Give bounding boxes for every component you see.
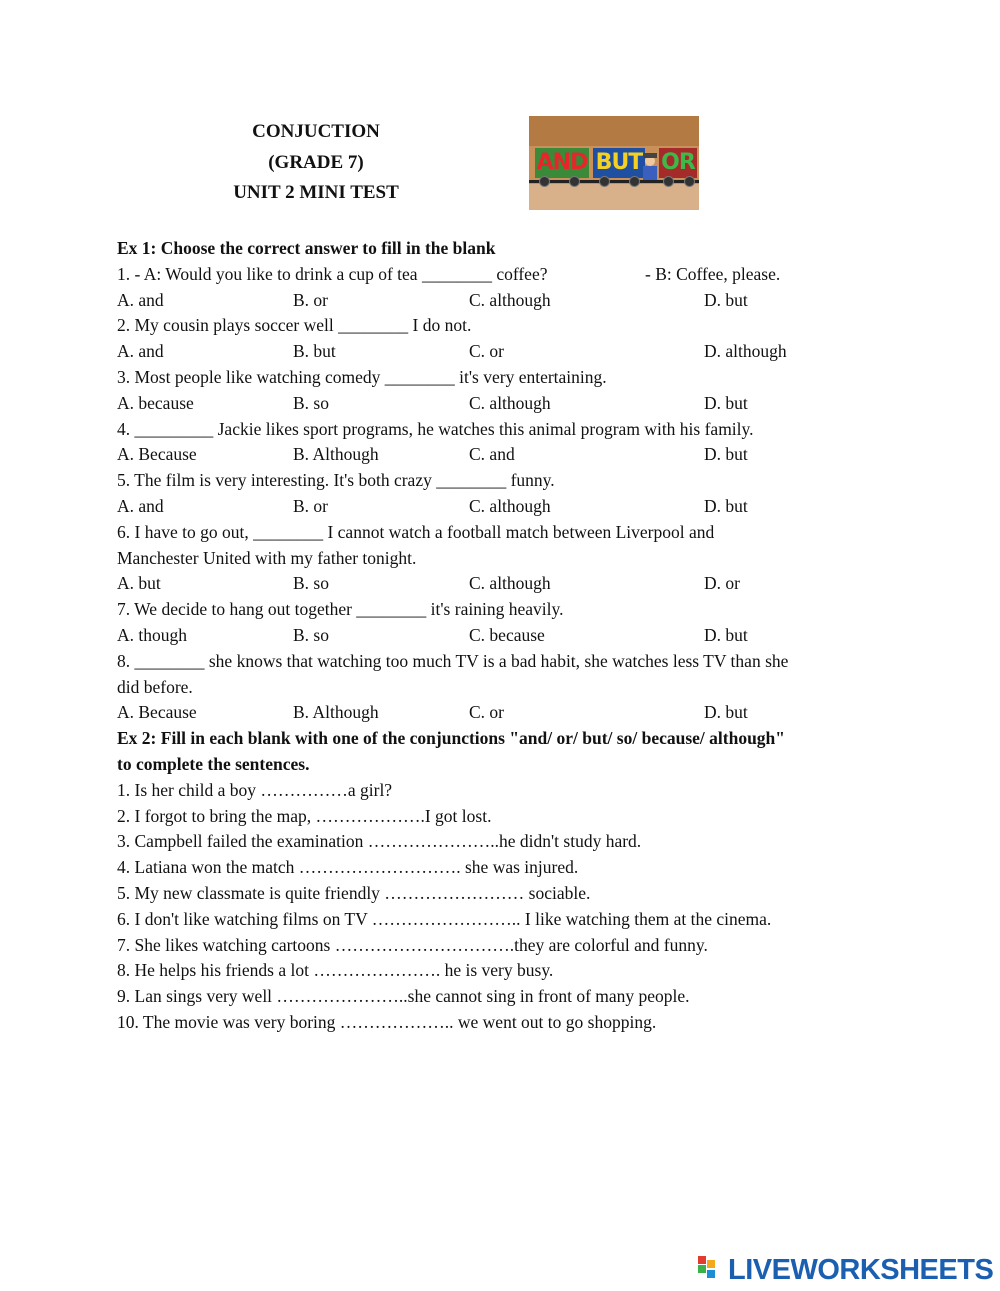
brand-name: LIVEWORKSHEETS [728,1253,994,1286]
option-d[interactable]: D. but [704,624,748,645]
brand-block [698,1265,706,1273]
conjunction-train-image [529,116,699,210]
wheel-icon [663,176,674,187]
ex2-heading-line-2: to complete the sentences. [117,753,310,774]
ex1-question-6-cont: Manchester United with my father tonight. [117,547,417,568]
option-a[interactable]: A. and [117,341,164,362]
ex1-heading: Ex 1: Choose the correct answer to fill in the blank [117,238,496,258]
ex1-options-4 [117,442,877,468]
option-a[interactable]: A. though [117,624,187,645]
liveworksheets-logo[interactable] [698,1255,993,1285]
option-a[interactable]: A. Because [117,702,197,723]
option-d[interactable]: D. but [704,495,748,516]
train-car-but: BUT [593,148,645,178]
ex1-question-7: 7. We decide to hang out together ________ it's raining heavily. [117,599,564,620]
option-c[interactable]: C. although [469,573,551,594]
title-line-2: (GRADE 7) [268,151,364,173]
option-c[interactable]: C. although [469,495,551,516]
ex1-question-1 [117,262,877,288]
option-a[interactable]: A. Because [117,444,197,465]
ex2-sentence-4[interactable]: 4. Latiana won the match ………………………. she was injured. [117,857,579,878]
train-car-and: AND [535,148,589,178]
option-d[interactable]: D. but [704,289,748,310]
ex1-options-2 [117,339,877,365]
conductor-figure [642,156,658,182]
ex1-question-2: 2. My cousin plays soccer well ________ I do not. [117,315,472,336]
option-d[interactable]: D. but [704,444,748,465]
ex1-question-3: 3. Most people like watching comedy ________ it's very entertaining. [117,366,607,387]
wheel-icon [599,176,610,187]
option-b[interactable]: B. Although [293,444,379,465]
option-c[interactable]: C. and [469,444,515,465]
ex1-options-5 [117,494,877,520]
wheel-icon [629,176,640,187]
ex1-question-8: 8. ________ she knows that watching too much TV is a bad habit, she watches less TV than she [117,650,789,671]
ex1-question-6: 6. I have to go out, ________ I cannot watch a football match between Liverpool and [117,521,715,542]
ex1-options-1 [117,288,877,314]
ex1-question-5: 5. The film is very interesting. It's both crazy ________ funny. [117,470,555,491]
option-c[interactable]: C. or [469,341,504,362]
ex1-question-4: 4. _________ Jackie likes sport programs, he watches this animal program with his family. [117,418,754,439]
worksheet-content [117,236,877,1036]
ex1-options-3 [117,391,877,417]
brand-block [707,1270,715,1278]
option-a[interactable]: A. and [117,495,164,516]
ex2-sentence-7[interactable]: 7. She likes watching cartoons ………………………….they are colorful and funny. [117,934,708,955]
wheel-icon [539,176,550,187]
ex1-options-8 [117,700,877,726]
option-a[interactable]: A. because [117,392,194,413]
option-b[interactable]: B. so [293,624,329,645]
option-d[interactable]: D. but [704,702,748,723]
brand-block [698,1256,706,1264]
ex2-sentence-6[interactable]: 6. I don't like watching films on TV …………………….. I like watching them at the cinema. [117,908,772,929]
ex2-sentence-1[interactable]: 1. Is her child a boy ……………a girl? [117,779,393,800]
wheel-icon [684,176,695,187]
wheel-icon [569,176,580,187]
ex2-sentence-8[interactable]: 8. He helps his friends a lot …………………. he is very busy. [117,960,554,981]
ex2-sentence-5[interactable]: 5. My new classmate is quite friendly …………………… sociable. [117,882,591,903]
train-car-or: OR [659,148,697,178]
ex2-heading-line-1: Ex 2: Fill in each blank with one of the conjunctions "and/ or/ but/ so/ because/ although" [117,728,785,749]
option-c[interactable]: C. although [469,289,551,310]
option-c[interactable]: C. or [469,702,504,723]
option-b[interactable]: B. or [293,495,328,516]
title-line-1: CONJUCTION [252,121,380,142]
ex2-sentence-2[interactable]: 2. I forgot to bring the map, ……………….I got lost. [117,805,492,826]
ex1-options-7 [117,623,877,649]
option-c[interactable]: C. although [469,392,551,413]
option-c[interactable]: C. because [469,624,545,645]
option-b[interactable]: B. or [293,289,328,310]
option-d[interactable]: D. but [704,392,748,413]
option-a[interactable]: A. and [117,289,164,310]
option-b[interactable]: B. so [293,392,329,413]
ex1-question-8-cont: did before. [117,676,193,697]
image-sky [529,116,699,146]
option-b[interactable]: B. Although [293,702,379,723]
ex2-sentence-10[interactable]: 10. The movie was very boring ……………….. we went out to go shopping. [117,1011,657,1032]
option-d[interactable]: D. or [704,573,740,594]
question-1-part-b: - B: Coffee, please. [645,263,781,284]
ex2-sentence-9[interactable]: 9. Lan sings very well …………………..she cannot sing in front of many people. [117,986,690,1007]
option-a[interactable]: A. but [117,573,161,594]
question-1-part-a: 1. - A: Would you like to drink a cup of tea ________ coffee? [117,263,548,284]
option-b[interactable]: B. so [293,573,329,594]
brand-block [707,1260,715,1268]
option-b[interactable]: B. but [293,341,336,362]
ex1-options-6 [117,571,877,597]
option-d[interactable]: D. although [704,341,787,362]
title-line-3: UNIT 2 MINI TEST [233,182,399,203]
brand-blocks-icon [698,1256,726,1284]
image-ground [529,184,699,210]
ex2-sentence-3[interactable]: 3. Campbell failed the examination …………………..he didn't study hard. [117,831,642,852]
worksheet-title [200,117,432,209]
